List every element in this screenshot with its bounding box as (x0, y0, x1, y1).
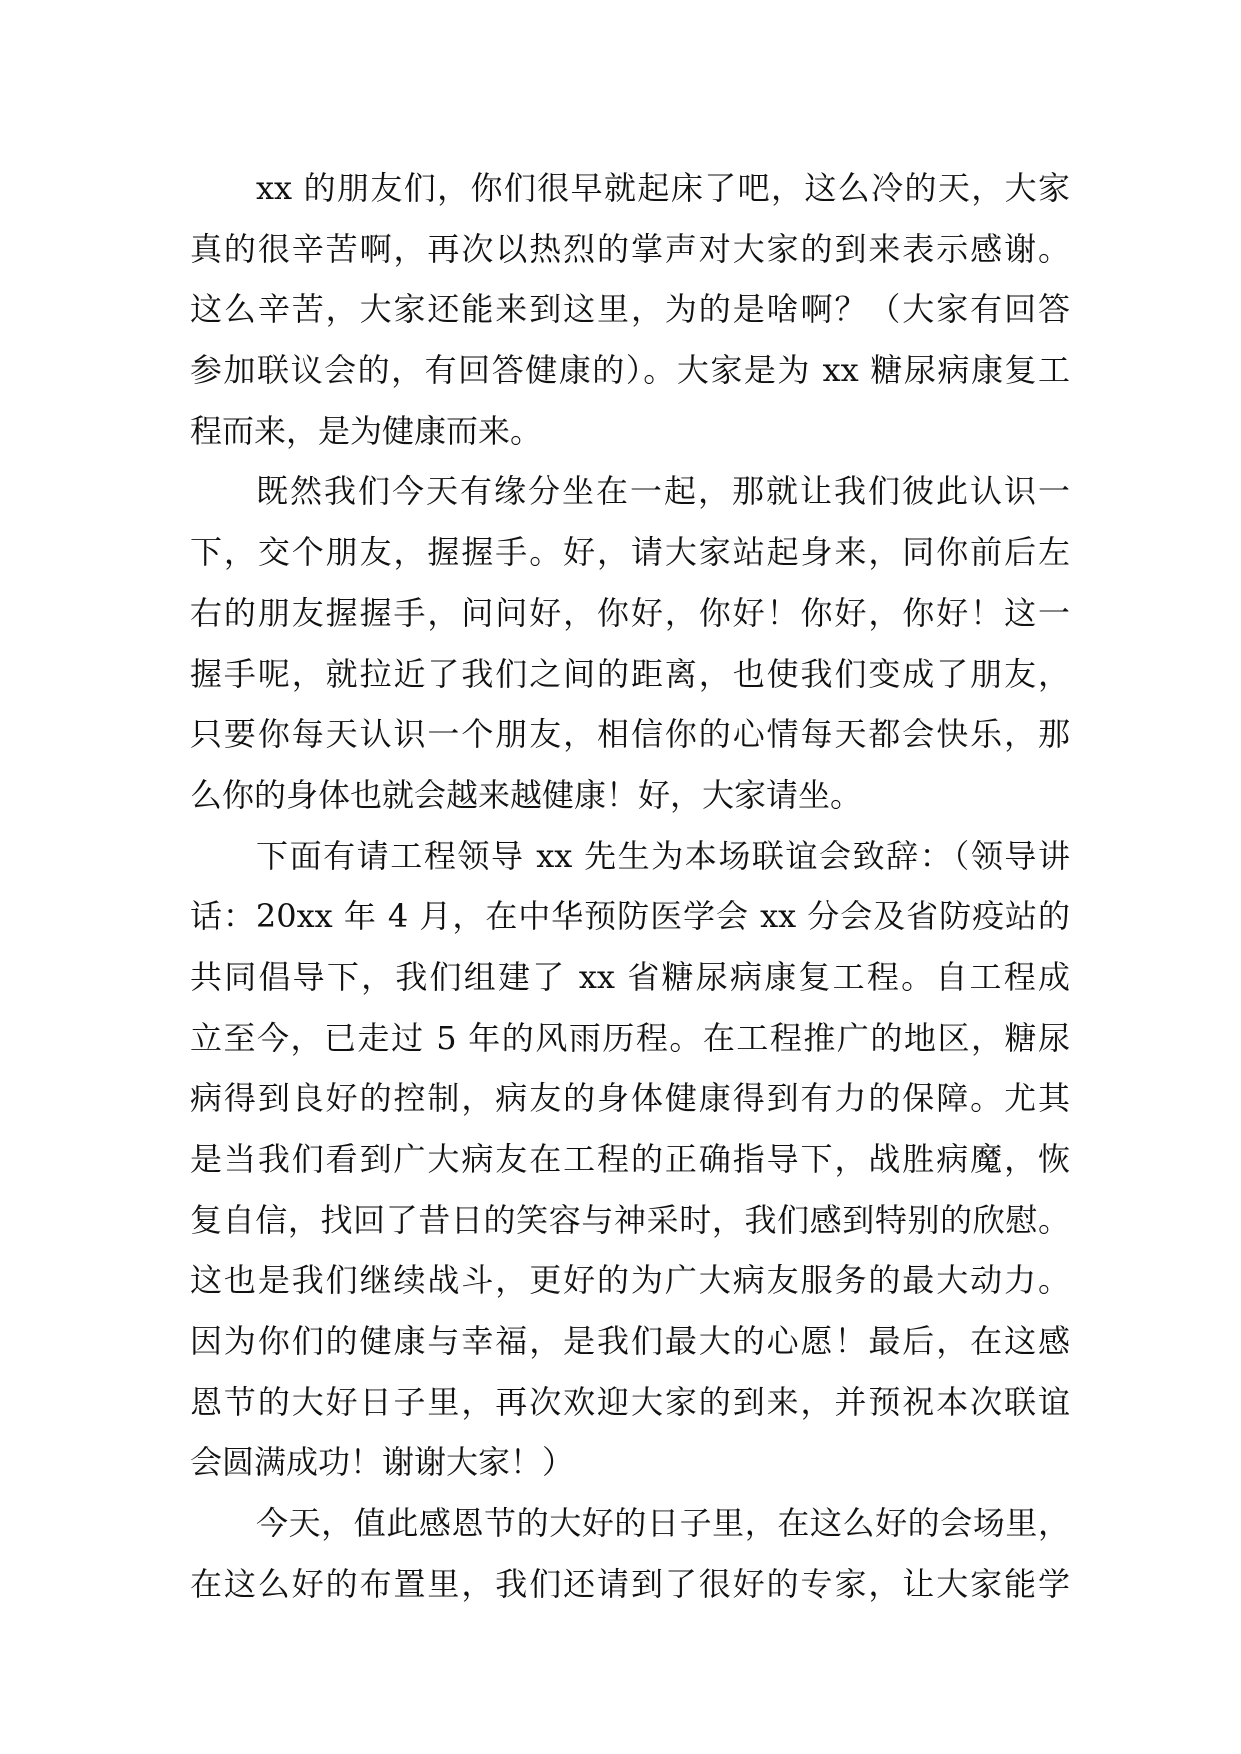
text-line: 病得到良好的控制，病友的身体健康得到有力的保障。尤其 (190, 1079, 1070, 1118)
text-line: 握手呢，就拉近了我们之间的距离，也使我们变成了朋友， (190, 654, 1070, 693)
text-line: 在这么好的布置里，我们还请到了很好的专家，让大家能学 (190, 1564, 1070, 1603)
text-line: 立至今，已走过 5 年的风雨历程。在工程推广的地区，糖尿 (190, 1018, 1070, 1057)
text-line: 真的很辛苦啊，再次以热烈的掌声对大家的到来表示感谢。 (190, 229, 1070, 268)
text-line: 这也是我们继续战斗，更好的为广大病友服务的最大动力。 (190, 1261, 1070, 1300)
text-line: xx 的朋友们，你们很早就起床了吧，这么冷的天，大家 (256, 169, 1070, 207)
text-line: 是当我们看到广大病友在工程的正确指导下，战胜病魔，恢 (190, 1140, 1070, 1178)
text-line: 话：20xx 年 4 月，在中华预防医学会 xx 分会及省防疫站的 (190, 897, 1070, 936)
paragraph-4 (190, 1493, 1070, 1614)
document-page (190, 158, 1070, 1615)
text-line: 复自信，找回了昔日的笑容与神采时，我们感到特别的欣慰。 (190, 1200, 1070, 1239)
text-line: 么你的身体也就会越来越健康！好，大家请坐。 (190, 775, 863, 814)
paragraph-3 (190, 826, 1070, 1494)
paragraph-1 (190, 158, 1070, 461)
text-line: 这么辛苦，大家还能来到这里，为的是啥啊？（大家有回答 (190, 290, 1070, 329)
text-line: 共同倡导下，我们组建了 xx 省糖尿病康复工程。自工程成 (190, 957, 1070, 996)
text-line: 下，交个朋友，握握手。好，请大家站起身来，同你前后左 (190, 533, 1070, 572)
paragraph-2 (190, 461, 1070, 825)
text-line: 参加联议会的，有回答健康的）。大家是为 xx 糖尿病康复工 (190, 351, 1070, 390)
text-line: 因为你们的健康与幸福，是我们最大的心愿！最后，在这感 (190, 1322, 1070, 1361)
text-line: 既然我们今天有缘分坐在一起，那就让我们彼此认识一 (256, 472, 1070, 511)
text-line: 会圆满成功！谢谢大家！） (190, 1443, 575, 1482)
text-line: 只要你每天认识一个朋友，相信你的心情每天都会快乐，那 (190, 715, 1070, 754)
text-line: 程而来，是为健康而来。 (190, 411, 543, 450)
text-line: 恩节的大好日子里，再次欢迎大家的到来，并预祝本次联谊 (190, 1382, 1070, 1421)
text-line: 下面有请工程领导 xx 先生为本场联谊会致辞：（领导讲 (256, 836, 1070, 875)
text-line: 今天，值此感恩节的大好的日子里，在这么好的会场里， (256, 1504, 1070, 1543)
text-line: 右的朋友握握手，问问好，你好，你好！你好，你好！这一 (190, 593, 1070, 632)
